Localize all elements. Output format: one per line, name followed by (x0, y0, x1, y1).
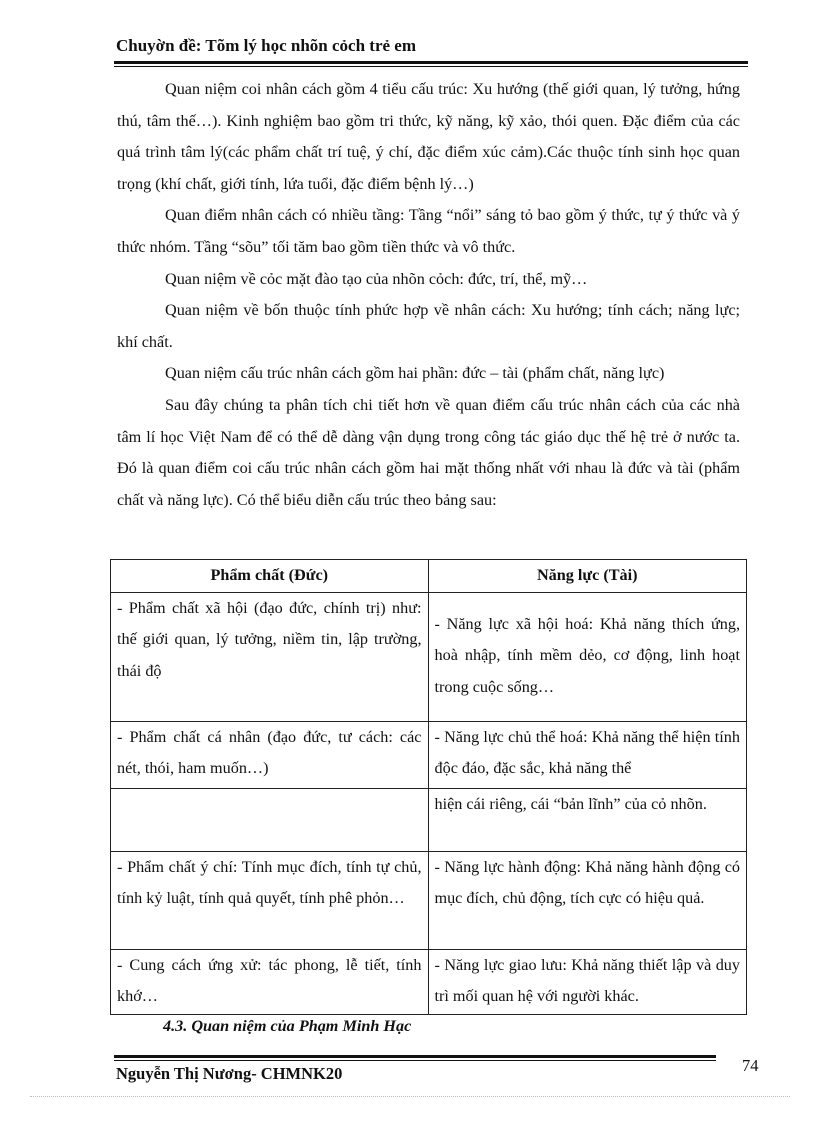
table-header-cell: Phẩm chất (Đức) (111, 560, 429, 593)
table-cell: - Cung cách ứng xử: tác phong, lễ tiết, tính khớ… (111, 949, 429, 1014)
footer-rule-thin (114, 1060, 716, 1061)
table-cell: - Năng lực hành động: Khả năng hành động có mục đích, chủ động, tích cực có hiệu quả. (428, 851, 747, 949)
footer-author: Nguyễn Thị Nương- CHMNK20 (116, 1064, 343, 1083)
paragraph: Sau đây chúng ta phân tích chi tiết hơn về quan điểm cấu trúc nhân cách của các nhà tâm lí học Việt Nam để có thể dễ dàng vận dụng trong công tác giáo dục thế hệ trẻ ở nước ta. Đó là quan điểm coi cấu trúc nhân cách gồm hai mặt thống nhất với nhau là đức và tài (phẩm chất và năng lực). Có thể biểu diễn cấu trúc theo bảng sau: (117, 395, 740, 509)
table-cell: - Phẩm chất xã hội (đạo đức, chính trị) như: thế giới quan, lý tưởng, niềm tin, lập trường, thái độ (111, 592, 429, 721)
table-cell (111, 788, 429, 851)
table-cell: - Phẩm chất ý chí: Tính mục đích, tính tự chủ, tính kỷ luật, tính quả quyết, tính phê phỏn… (111, 851, 429, 949)
table-cell: - Năng lực chủ thể hoá: Khả năng thể hiện tính độc đáo, đặc sắc, khả năng thể (428, 721, 747, 788)
header-rule-thick (114, 61, 748, 64)
page-number: 74 (742, 1056, 759, 1075)
table-header-row (111, 560, 747, 593)
table-row (111, 851, 747, 949)
page-bottom-edge (30, 1096, 790, 1097)
table-row (111, 949, 747, 1014)
paragraph: Quan niệm về cỏc mặt đào tạo của nhõn cỏch: đức, trí, thể, mỹ… (165, 269, 588, 288)
header-rule-thin (114, 66, 748, 67)
section-heading: 4.3. Quan niệm của Phạm Minh Hạc (163, 1017, 412, 1035)
table-cell: - Năng lực giao lưu: Khả năng thiết lập và duy trì mối quan hệ với người khác. (428, 949, 747, 1014)
paragraph: Quan niệm về bốn thuộc tính phức hợp về nhân cách: Xu hướng; tính cách; năng lực; khí chất. (117, 301, 740, 351)
table-cell: hiện cái riêng, cái “bản lĩnh” của cỏ nhõn. (428, 788, 747, 851)
table-row (111, 788, 747, 851)
paragraph: Quan điểm nhân cách có nhiều tầng: Tầng “nổi” sáng tỏ bao gồm ý thức, tự ý thức và ý thức nhóm. Tầng “sõu” tối tăm bao gồm tiền thức và vô thức. (117, 206, 740, 256)
table-cell: - Năng lực xã hội hoá: Khả năng thích ứng, hoà nhập, tính mềm dẻo, cơ động, linh hoạt trong cuộc sống… (428, 592, 747, 721)
table-header-cell: Năng lực (Tài) (428, 560, 747, 593)
table-cell: - Phẩm chất cá nhân (đạo đức, tư cách: các nét, thói, ham muốn…) (111, 721, 429, 788)
paragraph: Quan niệm coi nhân cách gồm 4 tiểu cấu trúc: Xu hướng (thế giới quan, lý tưởng, hứng thú, tâm thế…). Kinh nghiệm bao gồm tri thức, kỹ năng, kỹ xảo, thói quen. Đặc điểm của các quá trình tâm lý(các phẩm chất trí tuệ, ý chí, đặc điểm xúc cảm).Các thuộc tính sinh học quan trọng (khí chất, giới tính, lứa tuổi, đặc điểm bệnh lý…) (117, 80, 740, 193)
table-row (111, 592, 747, 721)
table-row (111, 721, 747, 788)
footer-rule-thick (114, 1055, 716, 1058)
personality-structure-table (110, 559, 747, 1015)
paragraph: Quan niệm cấu trúc nhân cách gồm hai phần: đức – tài (phẩm chất, năng lực) (165, 364, 665, 383)
running-header-title: Chuyờn đề: Tõm lý học nhõn cỏch trẻ em (116, 36, 416, 55)
body-text (117, 74, 740, 516)
